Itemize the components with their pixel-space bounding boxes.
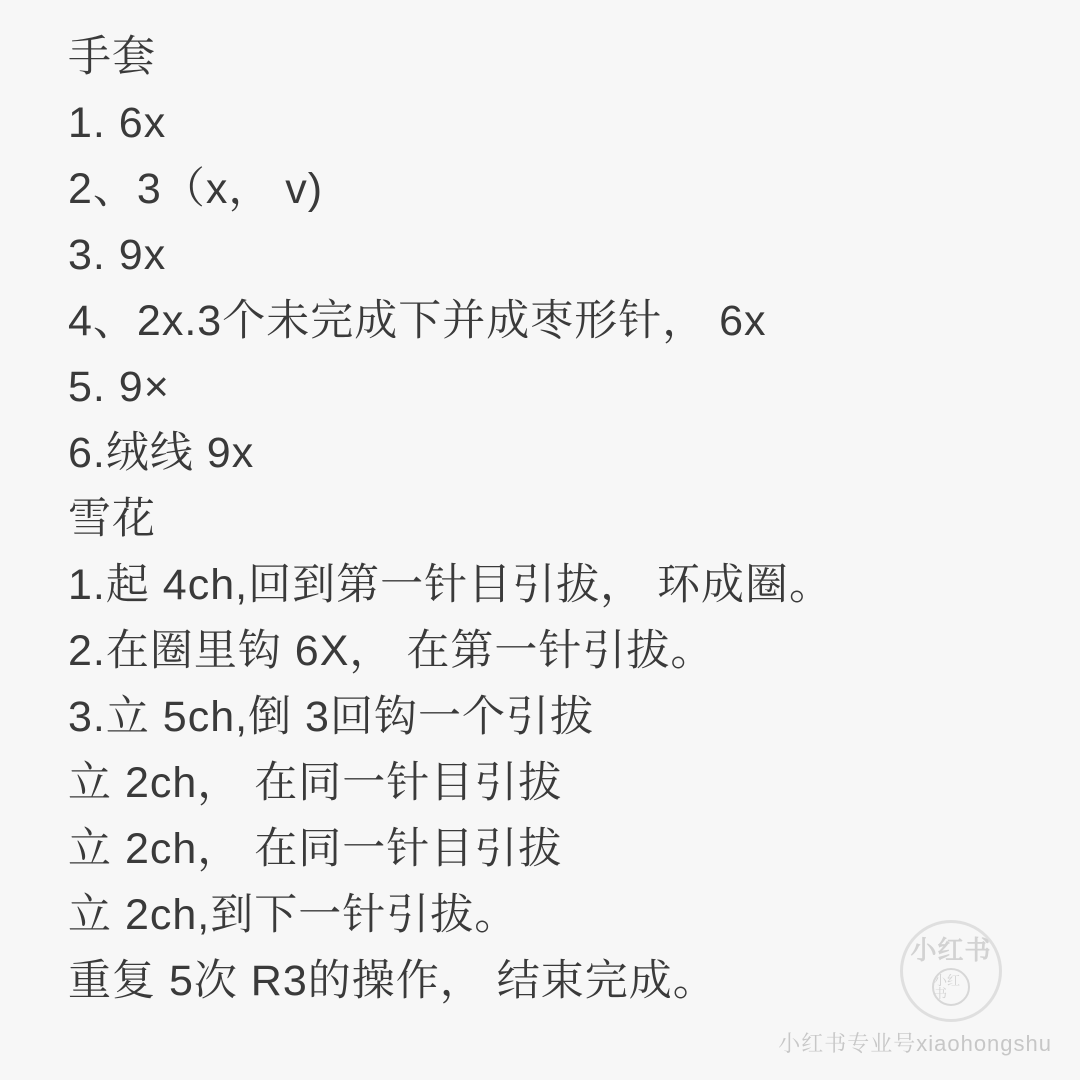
text-line-snow-r2: 2.在圈里钩 6X， 在第一针引拔。 [68,627,715,675]
text-line-gloves-r3: 3. 9x [68,231,167,279]
watermark-stamp-icon [900,920,1002,1022]
watermark-footer-text: 小红书专业号xiaohongshu [778,1031,1052,1056]
text-line-snow-r3: 3.立 5ch,倒 3回钩一个引拔 [68,693,594,741]
text-line-snow-r4: 重复 5次 R3的操作， 结束完成。 [68,957,717,1005]
text-line-snow-r3c: 立 2ch， 在同一针目引拔 [68,825,563,873]
text-line-gloves-r1: 1. 6x [68,99,167,147]
text-line-gloves-r4: 4、2x.3个未完成下并成枣形针， 6x [68,297,767,345]
text-line-gloves-r2: 2、3（x， v) [68,165,324,213]
text-line-snow-r3b: 立 2ch， 在同一针目引拔 [68,759,563,807]
text-line-snow-r3d: 立 2ch,到下一针引拔。 [68,891,519,939]
watermark-stamp-bottom-label: 小红书 [932,968,970,1006]
watermark-stamp-top-label: 小红书 [910,935,992,965]
text-line-title-snowflake: 雪花 [68,495,156,543]
text-line-snow-r1: 1.起 4ch,回到第一针目引拔， 环成圈。 [68,561,834,609]
text-line-gloves-r6: 6.绒线 9x [68,429,255,477]
text-line-gloves-r5: 5. 9× [68,363,170,411]
text-line-title-gloves: 手套 [68,33,156,81]
document-text-block [68,24,1060,1014]
